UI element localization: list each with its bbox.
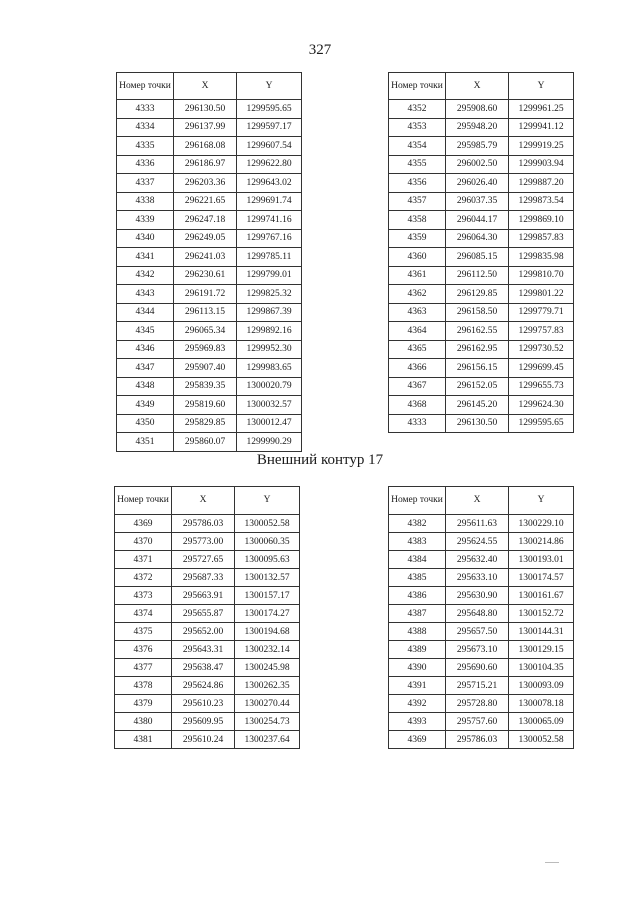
table-row	[389, 192, 574, 211]
point-number-cell: 4351	[117, 433, 174, 452]
x-cell: 296145.20	[446, 396, 509, 415]
point-number-cell: 4360	[389, 248, 446, 267]
x-cell: 295728.80	[446, 695, 509, 713]
section-title: Внешний контур 17	[256, 452, 384, 468]
point-number-cell: 4392	[389, 695, 446, 713]
y-cell: 1300161.67	[509, 587, 574, 605]
x-cell: 295687.33	[172, 569, 235, 587]
x-cell: 295624.86	[172, 677, 235, 695]
point-number-cell: 4334	[117, 118, 174, 137]
x-cell: 295655.87	[172, 605, 235, 623]
x-cell: 295985.79	[446, 137, 509, 156]
point-number-cell: 4348	[117, 377, 174, 396]
header-y: Y	[235, 487, 300, 515]
table-header-row	[115, 487, 300, 515]
point-number-cell: 4383	[389, 533, 446, 551]
y-cell: 1299835.98	[509, 248, 574, 267]
table-header-row	[389, 487, 574, 515]
point-number-cell: 4343	[117, 285, 174, 304]
table-row	[389, 266, 574, 285]
point-number-cell: 4349	[117, 396, 174, 415]
y-cell: 1300194.68	[235, 623, 300, 641]
header-point-number: Номер точки	[389, 73, 446, 100]
y-cell: 1300052.58	[509, 731, 574, 749]
x-cell: 295673.10	[446, 641, 509, 659]
point-number-cell: 4365	[389, 340, 446, 359]
x-cell: 295610.23	[172, 695, 235, 713]
point-number-cell: 4335	[117, 137, 174, 156]
x-cell: 295786.03	[172, 515, 235, 533]
table-row	[389, 211, 574, 230]
header-y: Y	[509, 487, 574, 515]
point-number-cell: 4384	[389, 551, 446, 569]
y-cell: 1300132.57	[235, 569, 300, 587]
x-cell: 296137.99	[174, 118, 237, 137]
y-cell: 1299643.02	[237, 174, 302, 193]
x-cell: 296249.05	[174, 229, 237, 248]
x-cell: 295624.55	[446, 533, 509, 551]
point-number-cell: 4380	[115, 713, 172, 731]
point-number-cell: 4388	[389, 623, 446, 641]
y-cell: 1299767.16	[237, 229, 302, 248]
y-cell: 1300214.86	[509, 533, 574, 551]
y-cell: 1299655.73	[509, 377, 574, 396]
y-cell: 1300193.01	[509, 551, 574, 569]
point-number-cell: 4354	[389, 137, 446, 156]
header-point-number: Номер точки	[389, 487, 446, 515]
point-number-cell: 4377	[115, 659, 172, 677]
x-cell: 295715.21	[446, 677, 509, 695]
x-cell: 296191.72	[174, 285, 237, 304]
x-cell: 296156.15	[446, 359, 509, 378]
x-cell: 295610.24	[172, 731, 235, 749]
point-number-cell: 4373	[115, 587, 172, 605]
table-row	[389, 551, 574, 569]
table-row	[389, 659, 574, 677]
point-number-cell: 4366	[389, 359, 446, 378]
header-x: X	[446, 73, 509, 100]
x-cell: 296162.95	[446, 340, 509, 359]
x-cell: 295690.60	[446, 659, 509, 677]
x-cell: 295611.63	[446, 515, 509, 533]
y-cell: 1299799.01	[237, 266, 302, 285]
point-number-cell: 4391	[389, 677, 446, 695]
y-cell: 1299595.65	[237, 100, 302, 119]
coordinates-table-1	[116, 72, 302, 452]
coordinates-table-3	[114, 486, 300, 749]
point-number-cell: 4385	[389, 569, 446, 587]
table-row	[117, 285, 302, 304]
y-cell: 1299961.25	[509, 100, 574, 119]
point-number-cell: 4390	[389, 659, 446, 677]
y-cell: 1300157.17	[235, 587, 300, 605]
y-cell: 1300078.18	[509, 695, 574, 713]
point-number-cell: 4364	[389, 322, 446, 341]
y-cell: 1299873.54	[509, 192, 574, 211]
point-number-cell: 4350	[117, 414, 174, 433]
y-cell: 1300129.15	[509, 641, 574, 659]
table-row	[389, 377, 574, 396]
x-cell: 296168.08	[174, 137, 237, 156]
y-cell: 1299624.30	[509, 396, 574, 415]
x-cell: 295757.60	[446, 713, 509, 731]
x-cell: 296026.40	[446, 174, 509, 193]
y-cell: 1300095.63	[235, 551, 300, 569]
y-cell: 1299622.80	[237, 155, 302, 174]
table-row	[389, 605, 574, 623]
x-cell: 296129.85	[446, 285, 509, 304]
y-cell: 1300254.73	[235, 713, 300, 731]
table-row	[115, 677, 300, 695]
table-row	[117, 359, 302, 378]
table-row	[389, 322, 574, 341]
point-number-cell: 4339	[117, 211, 174, 230]
coordinates-table-4	[388, 486, 574, 749]
table-row	[115, 713, 300, 731]
y-cell: 1300144.31	[509, 623, 574, 641]
table-row	[115, 551, 300, 569]
x-cell: 296230.61	[174, 266, 237, 285]
y-cell: 1299825.32	[237, 285, 302, 304]
table-row	[389, 100, 574, 119]
table-row	[115, 515, 300, 533]
x-cell: 296203.36	[174, 174, 237, 193]
point-number-cell: 4375	[115, 623, 172, 641]
x-cell: 296186.97	[174, 155, 237, 174]
x-cell: 295773.00	[172, 533, 235, 551]
y-cell: 1299869.10	[509, 211, 574, 230]
point-number-cell: 4338	[117, 192, 174, 211]
coordinates-table-2	[388, 72, 574, 433]
table-row	[115, 731, 300, 749]
table-row	[389, 248, 574, 267]
y-cell: 1300232.14	[235, 641, 300, 659]
table-row	[115, 695, 300, 713]
table-row	[115, 605, 300, 623]
x-cell: 296221.65	[174, 192, 237, 211]
y-cell: 1299952.30	[237, 340, 302, 359]
x-cell: 295819.60	[174, 396, 237, 415]
header-x: X	[174, 73, 237, 100]
y-cell: 1300237.64	[235, 731, 300, 749]
table-header-row	[117, 73, 302, 100]
table-row	[117, 433, 302, 452]
table-row	[389, 695, 574, 713]
table-row	[117, 192, 302, 211]
x-cell: 296037.35	[446, 192, 509, 211]
x-cell: 296113.15	[174, 303, 237, 322]
point-number-cell: 4358	[389, 211, 446, 230]
y-cell: 1299597.17	[237, 118, 302, 137]
table-row	[389, 713, 574, 731]
point-number-cell: 4357	[389, 192, 446, 211]
x-cell: 295657.50	[446, 623, 509, 641]
point-number-cell: 4336	[117, 155, 174, 174]
table-header-row	[389, 73, 574, 100]
y-cell: 1299785.11	[237, 248, 302, 267]
x-cell: 295633.10	[446, 569, 509, 587]
point-number-cell: 4362	[389, 285, 446, 304]
y-cell: 1299730.52	[509, 340, 574, 359]
y-cell: 1299887.20	[509, 174, 574, 193]
header-y: Y	[509, 73, 574, 100]
table-row	[115, 587, 300, 605]
table-row	[389, 414, 574, 433]
point-number-cell: 4372	[115, 569, 172, 587]
y-cell: 1300174.27	[235, 605, 300, 623]
y-cell: 1299757.83	[509, 322, 574, 341]
y-cell: 1299941.12	[509, 118, 574, 137]
point-number-cell: 4369	[389, 731, 446, 749]
table-row	[117, 100, 302, 119]
point-number-cell: 4333	[117, 100, 174, 119]
x-cell: 295969.83	[174, 340, 237, 359]
table-row	[115, 569, 300, 587]
point-number-cell: 4387	[389, 605, 446, 623]
point-number-cell: 4333	[389, 414, 446, 433]
table-row	[389, 118, 574, 137]
x-cell: 295908.60	[446, 100, 509, 119]
y-cell: 1300245.98	[235, 659, 300, 677]
point-number-cell: 4353	[389, 118, 446, 137]
table-row	[389, 569, 574, 587]
table-row	[117, 137, 302, 156]
x-cell: 296247.18	[174, 211, 237, 230]
x-cell: 296152.05	[446, 377, 509, 396]
y-cell: 1299892.16	[237, 322, 302, 341]
table-row	[117, 414, 302, 433]
table-row	[115, 623, 300, 641]
x-cell: 296241.03	[174, 248, 237, 267]
y-cell: 1299919.25	[509, 137, 574, 156]
x-cell: 296130.50	[174, 100, 237, 119]
x-cell: 296065.34	[174, 322, 237, 341]
point-number-cell: 4370	[115, 533, 172, 551]
y-cell: 1300065.09	[509, 713, 574, 731]
x-cell: 295638.47	[172, 659, 235, 677]
y-cell: 1299867.39	[237, 303, 302, 322]
table-row	[389, 396, 574, 415]
table-row	[389, 137, 574, 156]
x-cell: 295609.95	[172, 713, 235, 731]
table-row	[389, 340, 574, 359]
x-cell: 296130.50	[446, 414, 509, 433]
table-row	[117, 266, 302, 285]
x-cell: 296064.30	[446, 229, 509, 248]
header-point-number: Номер точки	[115, 487, 172, 515]
y-cell: 1300012.47	[237, 414, 302, 433]
point-number-cell: 4355	[389, 155, 446, 174]
table-row	[389, 285, 574, 304]
point-number-cell: 4346	[117, 340, 174, 359]
point-number-cell: 4386	[389, 587, 446, 605]
point-number-cell: 4342	[117, 266, 174, 285]
point-number-cell: 4347	[117, 359, 174, 378]
table-row	[117, 377, 302, 396]
x-cell: 295786.03	[446, 731, 509, 749]
page-number: 327	[308, 42, 332, 58]
point-number-cell: 4359	[389, 229, 446, 248]
table-row	[389, 533, 574, 551]
table-row	[389, 174, 574, 193]
y-cell: 1299990.29	[237, 433, 302, 452]
table-row	[389, 229, 574, 248]
x-cell: 296112.50	[446, 266, 509, 285]
x-cell: 296162.55	[446, 322, 509, 341]
x-cell: 295663.91	[172, 587, 235, 605]
y-cell: 1300104.35	[509, 659, 574, 677]
table-row	[389, 155, 574, 174]
x-cell: 295632.40	[446, 551, 509, 569]
point-number-cell: 4340	[117, 229, 174, 248]
x-cell: 295948.20	[446, 118, 509, 137]
y-cell: 1300152.72	[509, 605, 574, 623]
x-cell: 296085.15	[446, 248, 509, 267]
point-number-cell: 4371	[115, 551, 172, 569]
table-row	[389, 731, 574, 749]
header-point-number: Номер точки	[117, 73, 174, 100]
x-cell: 295860.07	[174, 433, 237, 452]
point-number-cell: 4389	[389, 641, 446, 659]
y-cell: 1300052.58	[235, 515, 300, 533]
point-number-cell: 4337	[117, 174, 174, 193]
table-row	[389, 515, 574, 533]
point-number-cell: 4381	[115, 731, 172, 749]
table-row	[115, 659, 300, 677]
table-row	[389, 303, 574, 322]
table-row	[115, 641, 300, 659]
y-cell: 1300174.57	[509, 569, 574, 587]
y-cell: 1299779.71	[509, 303, 574, 322]
scan-mark	[545, 862, 559, 863]
x-cell: 295839.35	[174, 377, 237, 396]
table-row	[117, 303, 302, 322]
y-cell: 1299595.65	[509, 414, 574, 433]
point-number-cell: 4378	[115, 677, 172, 695]
point-number-cell: 4363	[389, 303, 446, 322]
table-row	[389, 677, 574, 695]
point-number-cell: 4368	[389, 396, 446, 415]
point-number-cell: 4374	[115, 605, 172, 623]
y-cell: 1299810.70	[509, 266, 574, 285]
y-cell: 1299857.83	[509, 229, 574, 248]
header-x: X	[446, 487, 509, 515]
y-cell: 1299801.22	[509, 285, 574, 304]
point-number-cell: 4361	[389, 266, 446, 285]
y-cell: 1299691.74	[237, 192, 302, 211]
x-cell: 295648.80	[446, 605, 509, 623]
point-number-cell: 4352	[389, 100, 446, 119]
x-cell: 295727.65	[172, 551, 235, 569]
y-cell: 1300262.35	[235, 677, 300, 695]
header-x: X	[172, 487, 235, 515]
x-cell: 296044.17	[446, 211, 509, 230]
x-cell: 295630.90	[446, 587, 509, 605]
y-cell: 1300032.57	[237, 396, 302, 415]
y-cell: 1299741.16	[237, 211, 302, 230]
x-cell: 295643.31	[172, 641, 235, 659]
y-cell: 1299607.54	[237, 137, 302, 156]
table-row	[117, 340, 302, 359]
y-cell: 1300229.10	[509, 515, 574, 533]
point-number-cell: 4379	[115, 695, 172, 713]
point-number-cell: 4376	[115, 641, 172, 659]
point-number-cell: 4345	[117, 322, 174, 341]
x-cell: 296158.50	[446, 303, 509, 322]
y-cell: 1300270.44	[235, 695, 300, 713]
y-cell: 1300020.79	[237, 377, 302, 396]
table-row	[115, 533, 300, 551]
x-cell: 295907.40	[174, 359, 237, 378]
table-row	[117, 396, 302, 415]
table-row	[117, 155, 302, 174]
x-cell: 295652.00	[172, 623, 235, 641]
y-cell: 1299983.65	[237, 359, 302, 378]
table-row	[117, 322, 302, 341]
header-y: Y	[237, 73, 302, 100]
point-number-cell: 4356	[389, 174, 446, 193]
table-row	[389, 641, 574, 659]
table-row	[117, 229, 302, 248]
table-row	[117, 118, 302, 137]
point-number-cell: 4344	[117, 303, 174, 322]
x-cell: 295829.85	[174, 414, 237, 433]
point-number-cell: 4341	[117, 248, 174, 267]
table-row	[117, 174, 302, 193]
y-cell: 1300093.09	[509, 677, 574, 695]
table-row	[389, 359, 574, 378]
y-cell: 1299699.45	[509, 359, 574, 378]
point-number-cell: 4382	[389, 515, 446, 533]
x-cell: 296002.50	[446, 155, 509, 174]
y-cell: 1299903.94	[509, 155, 574, 174]
table-row	[117, 248, 302, 267]
y-cell: 1300060.35	[235, 533, 300, 551]
table-row	[389, 587, 574, 605]
point-number-cell: 4369	[115, 515, 172, 533]
table-row	[389, 623, 574, 641]
point-number-cell: 4393	[389, 713, 446, 731]
table-row	[117, 211, 302, 230]
point-number-cell: 4367	[389, 377, 446, 396]
